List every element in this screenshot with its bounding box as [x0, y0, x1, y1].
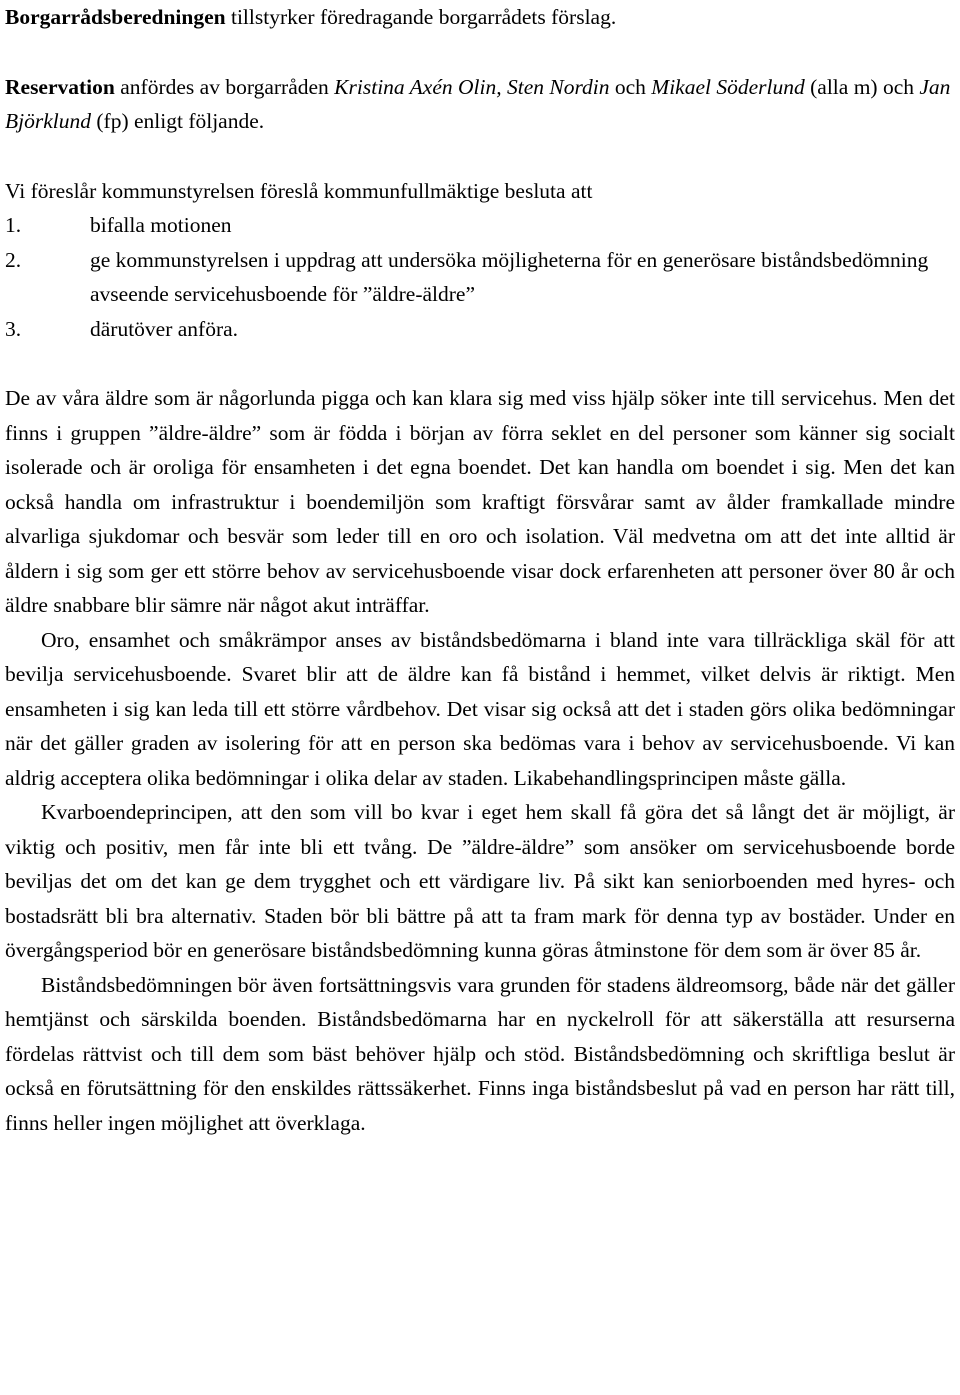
- reservation-text-3: (alla m) och: [804, 74, 920, 99]
- list-item-number: 2.: [5, 247, 22, 272]
- body-paragraph: Biståndsbedömningen bör även fortsättningsvis vara grunden för stadens äldreomsorg, både när det gäller hemtjänst och särskilda boenden. Biståndsbedömarna har en nyckelroll för att säkerställa att resurserna fördelas rättvist och till dem som bäst behöver hjälp och stöd. Biståndsbedömning och skriftliga beslut är också en förutsättning för den enskildes rättssäkerhet. Finns inga biståndsbeslut på vad en person har rätt till, finns heller ingen möjlighet att överklaga.: [5, 972, 955, 1135]
- reservation-text-1: anfördes av borgarråden: [114, 74, 335, 99]
- decision-subject: Borgarrådsberedningen: [5, 5, 226, 29]
- body-paragraph: De av våra äldre som är någorlunda pigga och kan klara sig med viss hjälp söker inte till servicehus. Men det finns i gruppen ”äldre-äldre” som är födda i början av förra seklet en del personer som känner sig socialt isolerade och är oroliga för ensamheten i det egna boendet. Det kan handla om boendet i sig. Men det kan också handla om infrastruktur i boendemiljön som kraftigt försvårar samt av ålder framkallade mindre alvarliga sjukdomar och besvär som leder till en oro och isolation. Väl medvetna om att det inte alltid är åldern i sig som ger ett större behov av servicehusboende visar dock erfarenheten att personer över 80 år och äldre snabbare blir sämre när något akut inträffar.: [5, 386, 955, 617]
- body-paragraph: Oro, ensamhet och småkrämpor anses av biståndsbedömarna i bland inte vara tillräckliga skäl för att bevilja servicehusboende. Svaret blir att de äldre kan få bistånd i hemmet, vilket delvis är riktigt. Men ensamheten i sig kan leda till ett större vårdbehov. Det visar sig också att det i staden görs olika bedömningar när det gäller graden av isolering för att en person ska bedömas vara i behov av servicehusboende. Vi kan aldrig acceptera olika bedömningar i olika delar av staden. Likabehandlingsprincipen måste gälla.: [5, 627, 955, 790]
- reservation-statement: [5, 70, 955, 139]
- reservation-text-4: (fp) enligt följande.: [91, 109, 265, 133]
- list-item-number: 3.: [5, 316, 22, 341]
- list-item-text: därutöver anföra.: [90, 316, 239, 341]
- document-page: [5, 0, 955, 1140]
- body-paragraph: Kvarboendeprincipen, att den som vill bo kvar i eget hem skall få göra det så långt det är möjligt, är viktig och positiv, men får inte bli ett tvång. De ”äldre-äldre” som ansöker om servicehusboende borde beviljas det om det kan ge dem trygghet och ett värdigare liv. På sikt kan seniorboenden med hyres- och bostadsrätt bli bra alternativ. Staden bör bli bättre på att ta fram mark för denna typ av bostäder. Under en övergångsperiod bör en generösare biståndsbedömning kunna göras åtminstone för dem som är över 85 år.: [5, 800, 955, 962]
- reservation-text-2: och: [609, 74, 652, 99]
- decision-text: tillstyrker föredragande borgarrådets förslag.: [225, 5, 617, 29]
- proposal-intro: Vi föreslår kommunstyrelsen föreslå kommunfullmäktige besluta att: [5, 178, 593, 203]
- reservation-names-2: Mikael Söderlund: [651, 74, 805, 99]
- reservation-heading: Reservation: [5, 74, 115, 99]
- reservation-names-3: Jan Björklund: [5, 74, 951, 133]
- list-item: [5, 243, 955, 312]
- decision-statement: [5, 0, 955, 35]
- proposal-list: [5, 208, 955, 346]
- list-item-text: ge kommunstyrelsen i uppdrag att undersöka möjligheterna för en generösare biståndsbedömning avseende servicehusboende för ”äldre-äldre”: [90, 247, 929, 306]
- list-item-number: 1.: [5, 213, 22, 237]
- list-item-text: bifalla motionen: [90, 213, 232, 237]
- list-item: [5, 208, 955, 243]
- list-item: [5, 312, 955, 347]
- reservation-names-1: Kristina Axén Olin, Sten Nordin: [334, 74, 610, 99]
